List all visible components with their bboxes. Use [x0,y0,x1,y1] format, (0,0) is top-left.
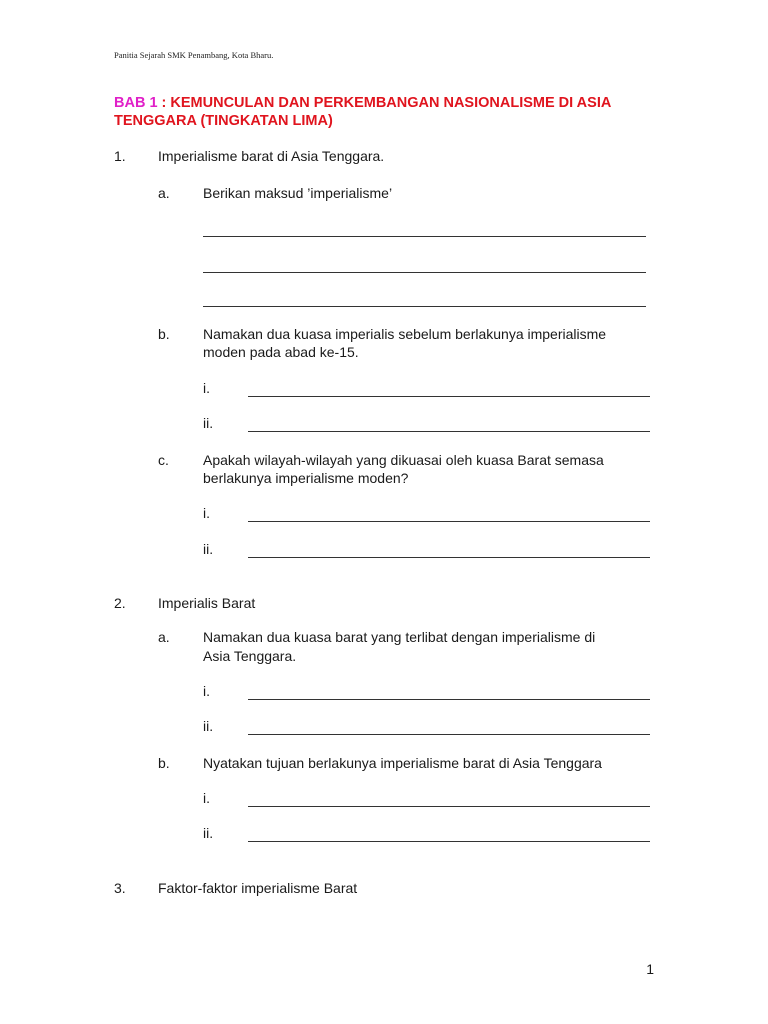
q1c-text-line-2: berlakunya imperialisme moden? [203,470,409,486]
chapter-prefix: BAB 1 [114,95,158,111]
q2a-text-line-2: Asia Tenggara. [203,648,297,664]
question-2-number: 2. [114,595,126,611]
question-1-number: 1. [114,148,126,164]
answer-line[interactable] [203,306,646,307]
q1a-text: Berikan maksud ’imperialisme’ [203,185,393,201]
q2b-text: Nyatakan tujuan berlakunya imperialisme barat di Asia Tenggara [203,755,602,771]
q1b-text-line-2: moden pada abad ke-15. [203,344,359,360]
answer-label: ii. [203,825,214,841]
answer-line[interactable] [248,396,650,397]
header-note: Panitia Sejarah SMK Penambang, Kota Bharu. [114,50,274,60]
answer-line[interactable] [248,699,650,700]
question-3-text: Faktor-faktor imperialisme Barat [158,880,358,896]
title-line-2: TENGGARA (TINGKATAN LIMA) [114,113,333,129]
answer-label: i. [203,505,210,521]
title-separator: : [157,95,171,111]
q2b-label: b. [158,755,170,771]
q1c-label: c. [158,452,169,468]
answer-line[interactable] [248,806,650,807]
q2a-text-line-1: Namakan dua kuasa barat yang terlibat dengan imperialisme di [203,629,596,645]
question-1-text: Imperialisme barat di Asia Tenggara. [158,148,385,164]
answer-label: ii. [203,718,214,734]
title-line-1: KEMUNCULAN DAN PERKEMBANGAN NASIONALISME DI ASIA [170,95,612,111]
q1c-text-line-1: Apakah wilayah-wilayah yang dikuasai oleh kuasa Barat semasa [203,452,604,468]
answer-label: i. [203,790,210,806]
q1b-label: b. [158,326,170,342]
answer-line[interactable] [248,521,650,522]
question-2-text: Imperialis Barat [158,595,256,611]
answer-line[interactable] [248,734,650,735]
q1a-label: a. [158,185,170,201]
answer-line[interactable] [248,841,650,842]
answer-line[interactable] [203,272,646,273]
answer-line[interactable] [248,557,650,558]
answer-label: i. [203,380,210,396]
question-3-number: 3. [114,880,126,896]
answer-label: ii. [203,541,214,557]
chapter-title [114,95,611,111]
q1b-text-line-1: Namakan dua kuasa imperialis sebelum berlakunya imperialisme [203,326,607,342]
page-number: 1 [646,961,654,977]
answer-line[interactable] [203,236,646,237]
answer-line[interactable] [248,431,650,432]
answer-label: ii. [203,415,214,431]
q2a-label: a. [158,629,170,645]
answer-label: i. [203,683,210,699]
